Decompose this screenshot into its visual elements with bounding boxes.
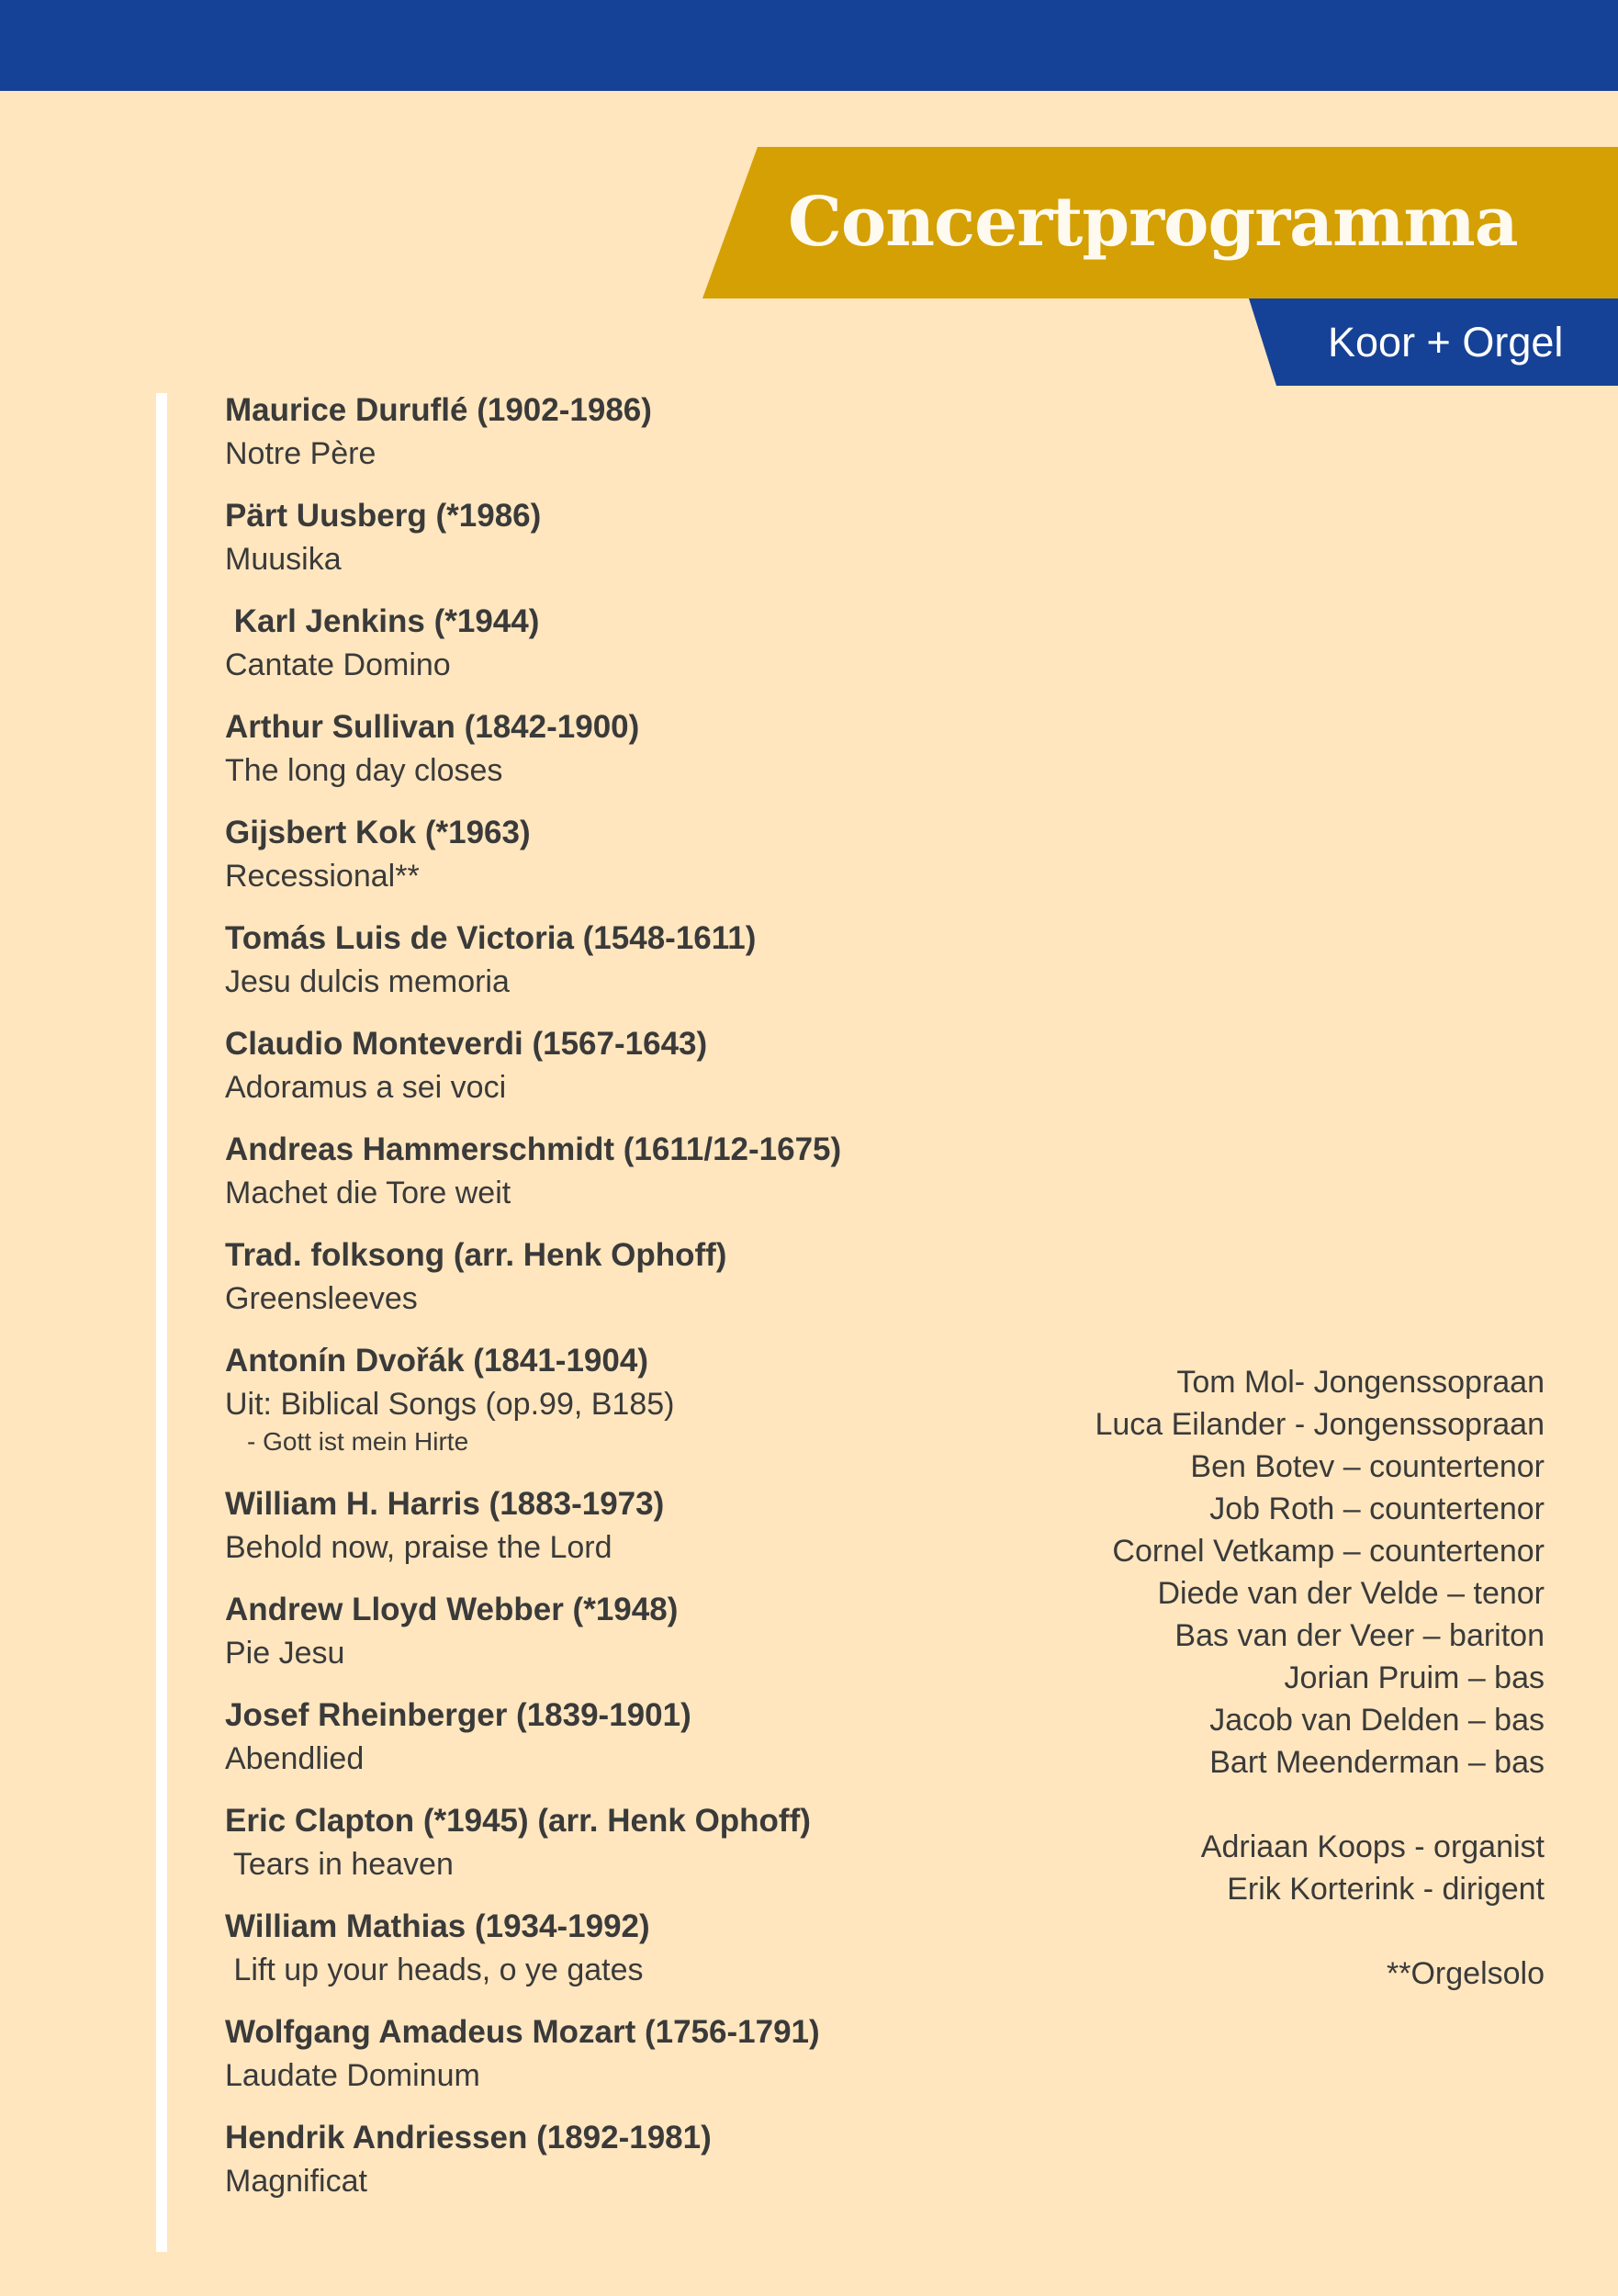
performer-line: Jorian Pruim – bas: [1284, 1660, 1545, 1695]
composer-name: Eric Clapton (*1945) (arr. Henk Ophoff): [225, 1803, 811, 1839]
work-title: Abendlied: [225, 1741, 365, 1776]
work-title: Machet die Tore weit: [225, 1176, 511, 1210]
performers-list: [902, 1361, 1545, 1995]
program-item: [225, 388, 1051, 493]
program-item: [225, 1021, 1051, 1127]
program-item: [225, 2009, 1051, 2115]
program-item: [225, 1127, 1051, 1232]
top-color-bar: [0, 0, 1618, 91]
program-item: [225, 916, 1051, 1021]
work-title: Tears in heaven: [225, 1847, 454, 1882]
work-title: Recessional**: [225, 859, 420, 894]
program-item: [225, 2115, 1051, 2221]
performer-line: Diede van der Velde – tenor: [1157, 1576, 1545, 1611]
performers-spacer: [902, 1910, 1545, 1953]
program-item: [225, 493, 1051, 599]
work-title: Muusika: [225, 542, 342, 577]
composer-name: Trad. folksong (arr. Henk Ophoff): [225, 1237, 727, 1273]
performer-line: Luca Eilander - Jongenssopraan: [1095, 1407, 1545, 1442]
composer-name: Karl Jenkins (*1944): [225, 603, 540, 639]
sub-work-title: - Gott ist mein Hirte: [247, 1427, 469, 1456]
performer-line: Bart Meenderman – bas: [1209, 1745, 1545, 1780]
performer-line: Ben Botev – countertenor: [1190, 1449, 1545, 1484]
work-title: Notre Père: [225, 436, 376, 471]
work-title: Pie Jesu: [225, 1636, 345, 1671]
program-item: [225, 704, 1051, 810]
composer-name: Gijsbert Kok (*1963): [225, 815, 531, 850]
composer-name: Arthur Sullivan (1842-1900): [225, 709, 640, 745]
composer-name: Andrew Lloyd Webber (*1948): [225, 1592, 679, 1627]
work-title: Magnificat: [225, 2164, 367, 2199]
work-title: Jesu dulcis memoria: [225, 964, 510, 999]
composer-name: Maurice Duruflé (1902-1986): [225, 392, 652, 428]
page-title: Concertprogramma: [788, 183, 1518, 262]
program-item: [225, 1232, 1051, 1338]
performer-line: Cornel Vetkamp – countertenor: [1112, 1534, 1545, 1569]
work-title: Cantate Domino: [225, 647, 451, 682]
work-title: Greensleeves: [225, 1281, 418, 1316]
program-item: [225, 599, 1051, 704]
left-divider: [156, 393, 167, 2252]
composer-name: Andreas Hammerschmidt (1611/12-1675): [225, 1131, 842, 1167]
composer-name: William Mathias (1934-1992): [225, 1908, 650, 1944]
work-title: Lift up your heads, o ye gates: [225, 1953, 644, 1987]
composer-name: Hendrik Andriessen (1892-1981): [225, 2120, 712, 2155]
performer-line: Tom Mol- Jongenssopraan: [1176, 1365, 1545, 1400]
conductor-line: Erik Korterink - dirigent: [1227, 1872, 1545, 1907]
composer-name: Tomás Luis de Victoria (1548-1611): [225, 920, 757, 956]
organist-line: Adriaan Koops - organist: [1200, 1829, 1545, 1864]
work-title: Adoramus a sei voci: [225, 1070, 507, 1105]
performer-line: Bas van der Veer – bariton: [1174, 1618, 1545, 1653]
composer-name: Josef Rheinberger (1839-1901): [225, 1697, 691, 1733]
composer-name: Claudio Monteverdi (1567-1643): [225, 1026, 708, 1062]
composer-name: William H. Harris (1883-1973): [225, 1486, 665, 1522]
program-item: [225, 810, 1051, 916]
composer-name: Pärt Uusberg (*1986): [225, 498, 542, 534]
work-title: Behold now, praise the Lord: [225, 1530, 612, 1565]
performer-line: Job Roth – countertenor: [1209, 1491, 1545, 1526]
work-title: Laudate Dominum: [225, 2058, 480, 2093]
page-subtitle: Koor + Orgel: [1328, 319, 1564, 366]
work-title: The long day closes: [225, 753, 503, 788]
footnote: **Orgelsolo: [1387, 1956, 1545, 1991]
composer-name: Wolfgang Amadeus Mozart (1756-1791): [225, 2014, 820, 2050]
performer-line: Jacob van Delden – bas: [1209, 1703, 1545, 1738]
performers-spacer: [902, 1784, 1545, 1826]
composer-name: Antonín Dvořák (1841-1904): [225, 1343, 648, 1379]
work-title: Uit: Biblical Songs (op.99, B185): [225, 1387, 675, 1422]
